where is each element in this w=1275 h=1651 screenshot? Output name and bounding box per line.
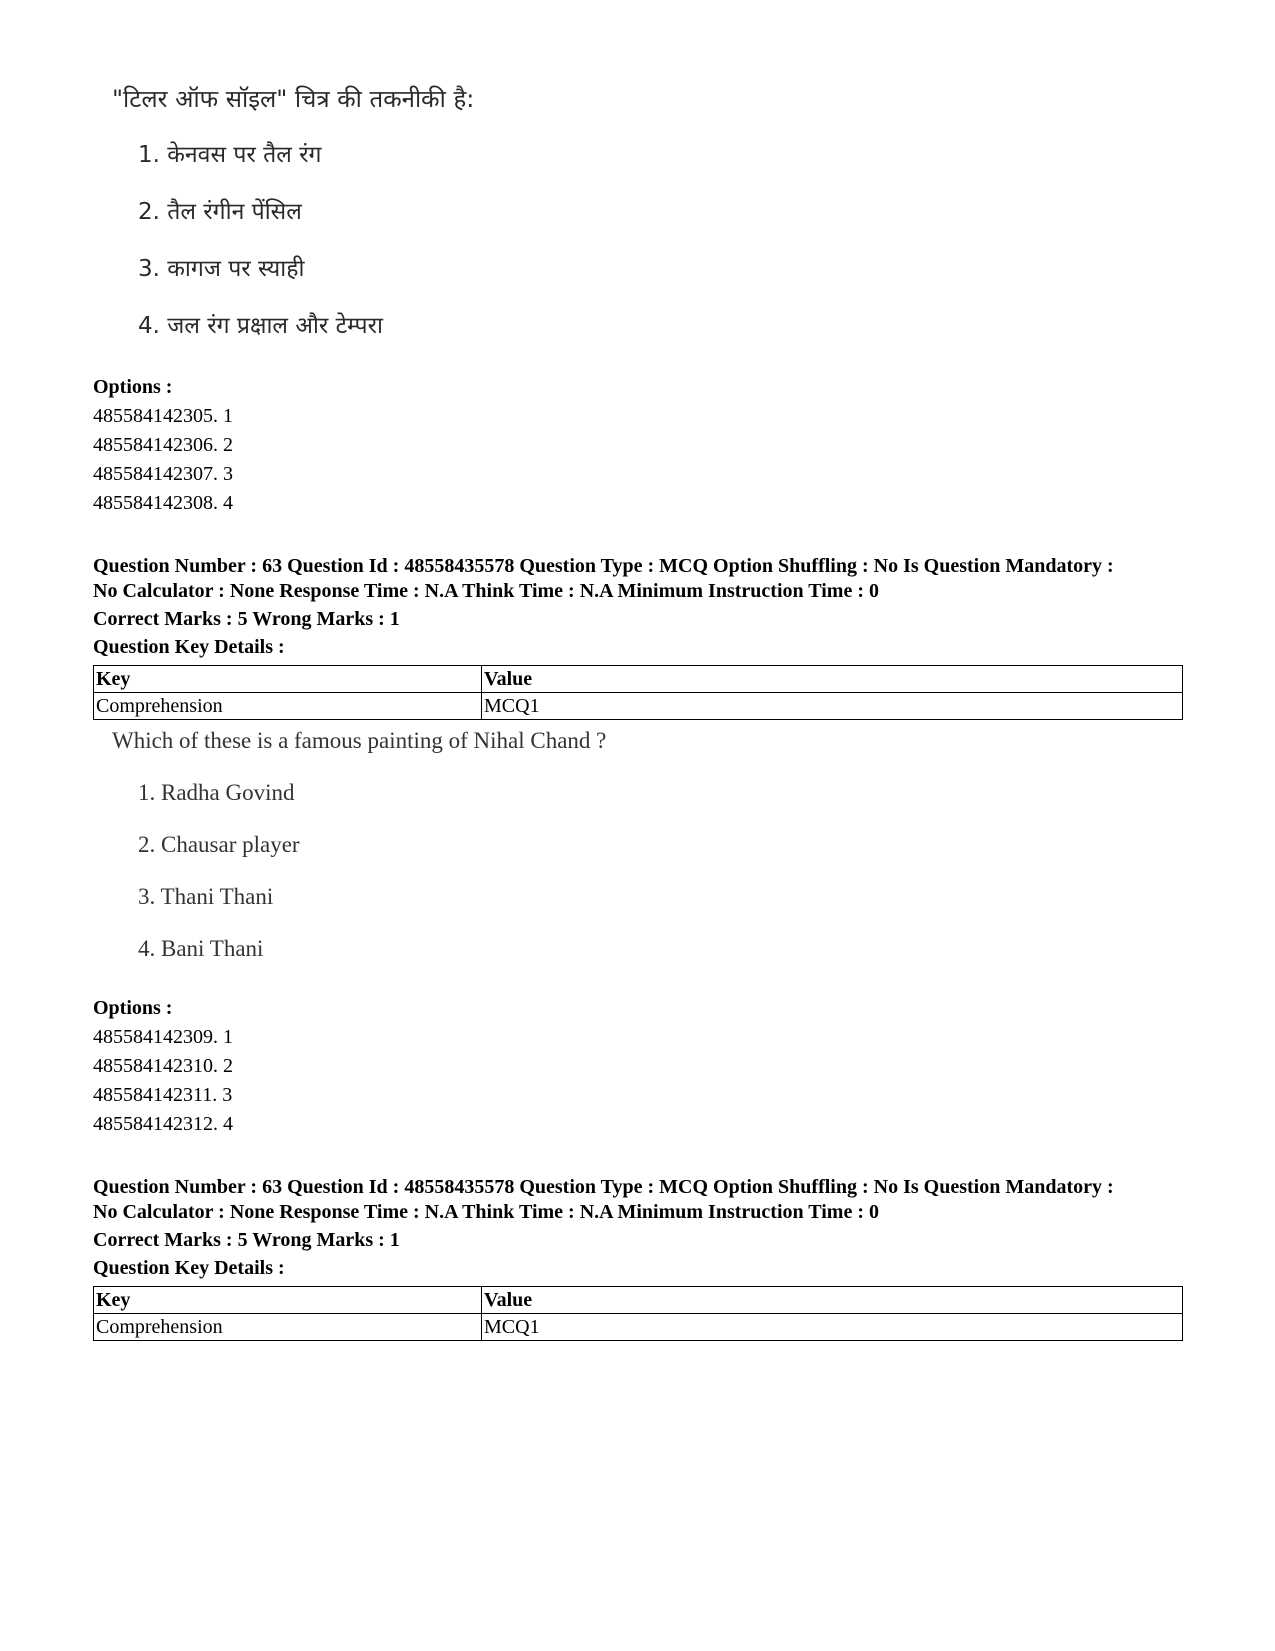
question-stem: Which of these is a famous painting of Nihal Chand ? — [112, 728, 607, 753]
meta-line-1: Question Number : 63 Question Id : 48558435578 Question Type : MCQ Option Shuffling : No Is Question Mandatory : — [93, 555, 1114, 577]
table-header-row — [94, 1287, 1183, 1314]
option-line: 485584142307. 3 — [93, 463, 233, 485]
header-value: Value — [482, 666, 1183, 693]
cell-key: Comprehension — [94, 693, 482, 720]
cell-value: MCQ1 — [482, 693, 1183, 720]
options-block-63 — [93, 994, 1183, 1139]
choice-4: 4. Bani Thani — [138, 936, 264, 961]
choice-2: 2. तैल रंगीन पेंसिल — [138, 199, 302, 225]
cell-key: Comprehension — [94, 1314, 482, 1341]
options-block-62 — [93, 373, 1183, 518]
option-line: 485584142308. 4 — [93, 492, 233, 514]
question-62-image — [112, 84, 474, 341]
key-details-label: Question Key Details : — [93, 636, 285, 658]
option-line: 485584142305. 1 — [93, 405, 233, 427]
option-line: 485584142311. 3 — [93, 1084, 233, 1106]
table-row — [94, 1314, 1183, 1341]
header-key: Key — [94, 1287, 482, 1314]
option-line: 485584142306. 2 — [93, 434, 233, 456]
choice-1: 1. Radha Govind — [138, 780, 295, 805]
marks-line: Correct Marks : 5 Wrong Marks : 1 — [93, 608, 400, 630]
choice-3: 3. Thani Thani — [138, 884, 274, 909]
header-key: Key — [94, 666, 482, 693]
choice-3: 3. कागज पर स्याही — [138, 256, 305, 282]
question-63b-meta — [93, 1175, 1183, 1341]
question-stem: "टिलर ऑफ सॉइल" चित्र की तकनीकी है: — [112, 85, 475, 113]
options-label: Options : — [93, 376, 173, 398]
key-details-table — [93, 665, 1183, 720]
option-line: 485584142310. 2 — [93, 1055, 233, 1077]
key-details-label: Question Key Details : — [93, 1257, 285, 1279]
meta-line-1: Question Number : 63 Question Id : 48558435578 Question Type : MCQ Option Shuffling : No Is Question Mandatory : — [93, 1176, 1114, 1198]
meta-line-2: No Calculator : None Response Time : N.A Think Time : N.A Minimum Instruction Time : 0 — [93, 1201, 879, 1223]
key-details-table — [93, 1286, 1183, 1341]
header-value: Value — [482, 1287, 1183, 1314]
option-line: 485584142312. 4 — [93, 1113, 233, 1135]
choice-2: 2. Chausar player — [138, 832, 300, 857]
choice-4: 4. जल रंग प्रक्षाल और टेम्परा — [138, 313, 383, 339]
table-row — [94, 693, 1183, 720]
marks-line: Correct Marks : 5 Wrong Marks : 1 — [93, 1229, 400, 1251]
option-line: 485584142309. 1 — [93, 1026, 233, 1048]
options-label: Options : — [93, 997, 173, 1019]
question-63-meta — [93, 554, 1183, 720]
meta-line-2: No Calculator : None Response Time : N.A Think Time : N.A Minimum Instruction Time : 0 — [93, 580, 879, 602]
table-header-row — [94, 666, 1183, 693]
cell-value: MCQ1 — [482, 1314, 1183, 1341]
question-63-image — [112, 726, 606, 964]
choice-1: 1. केनवस पर तैल रंग — [138, 142, 322, 168]
